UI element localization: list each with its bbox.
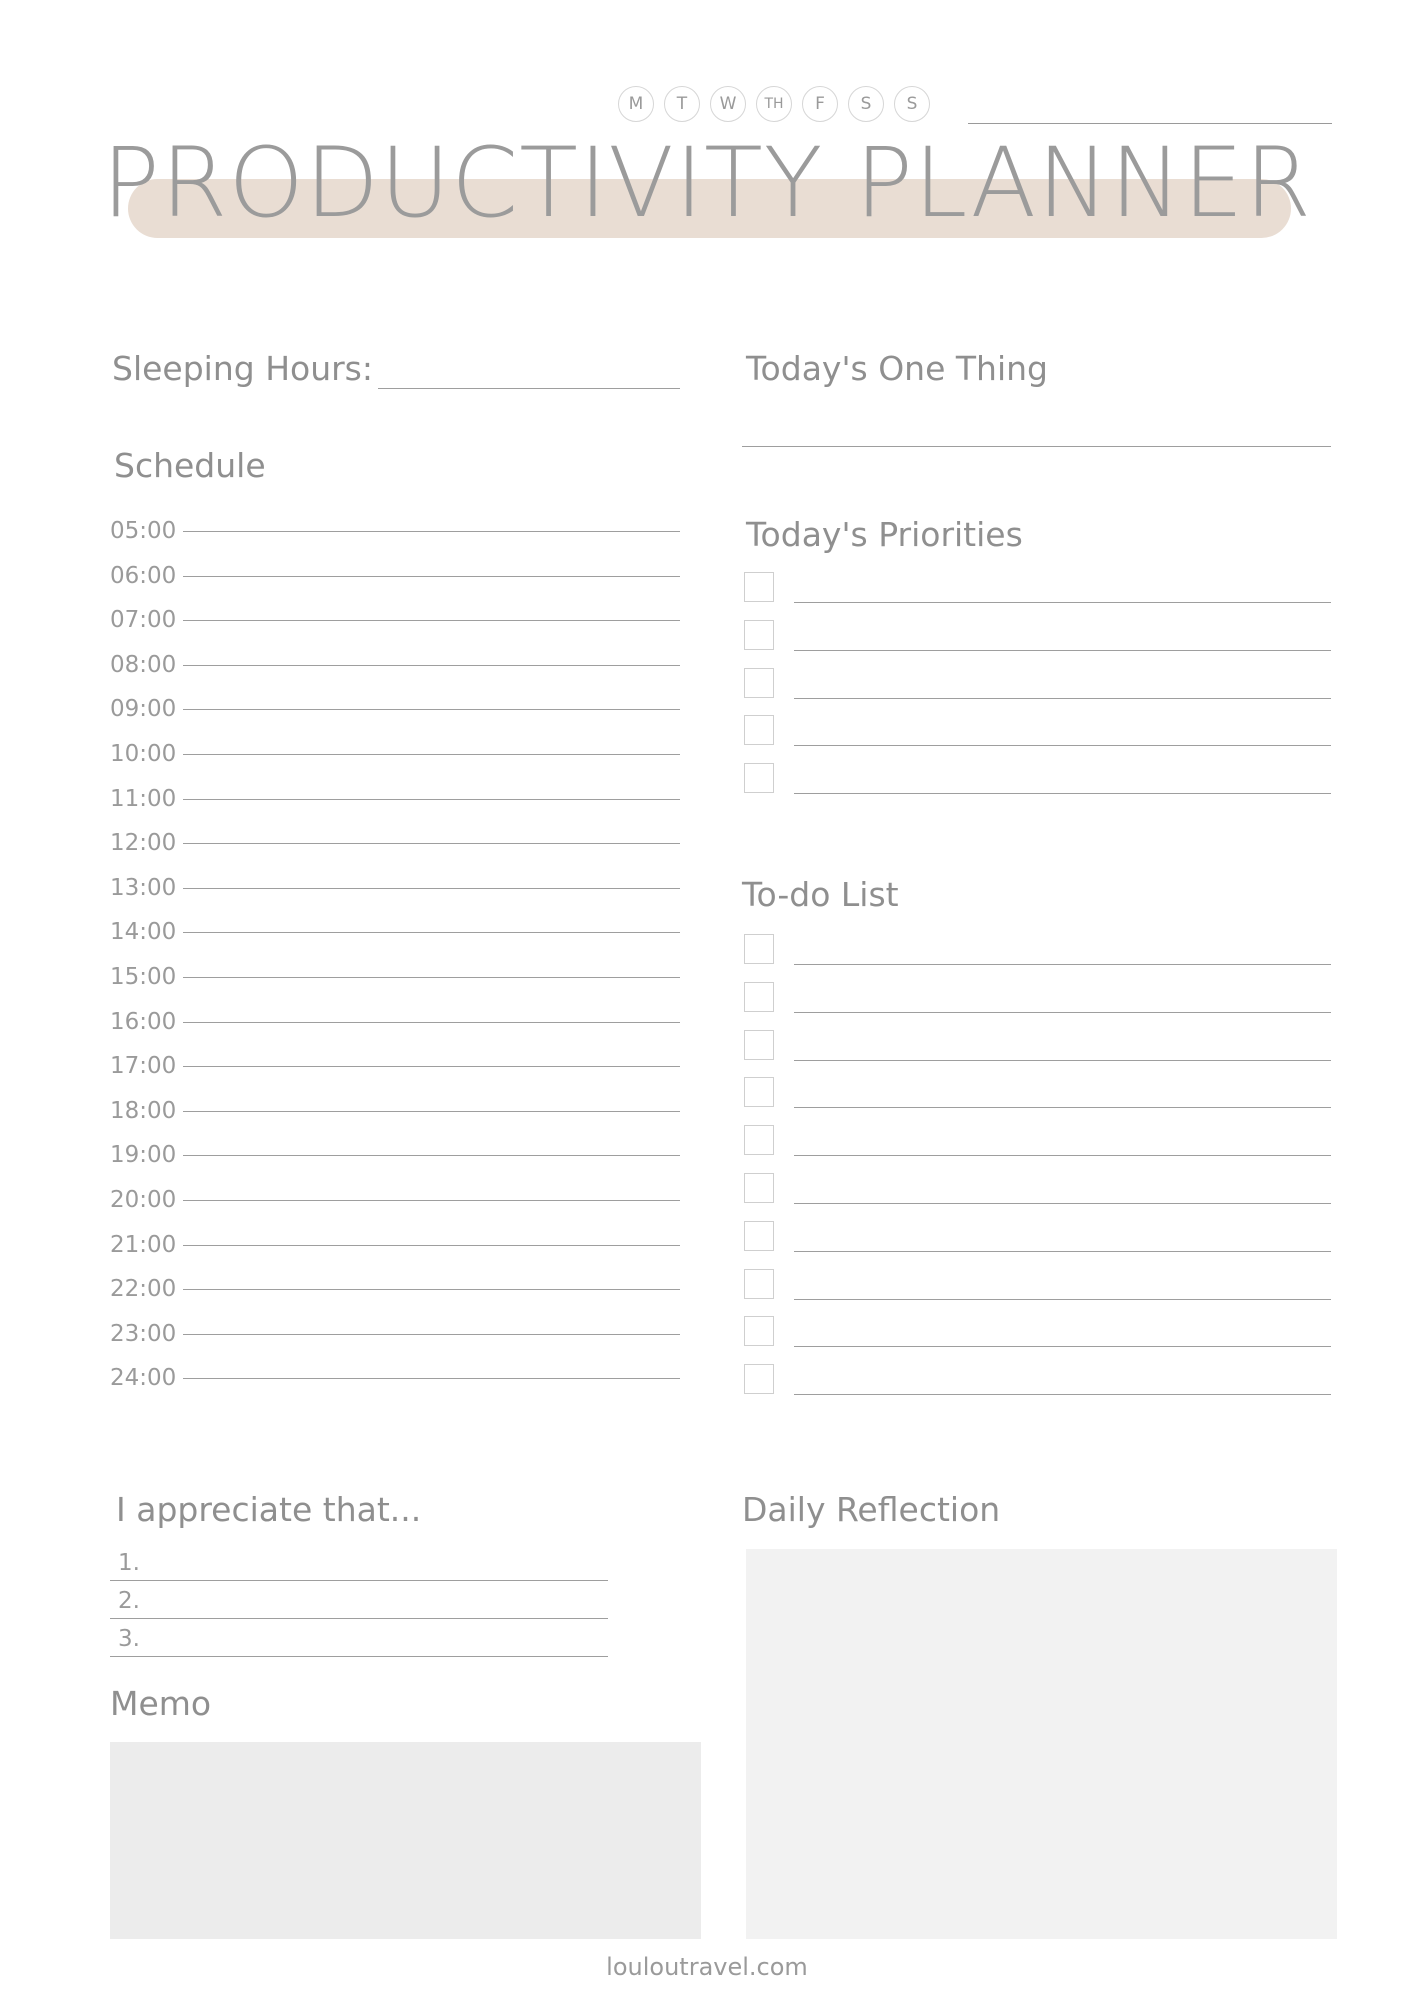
- priority-checkbox[interactable]: [744, 668, 774, 698]
- todo-line[interactable]: [794, 1251, 1331, 1252]
- schedule-row: [110, 1183, 680, 1228]
- schedule-line[interactable]: [183, 1155, 680, 1156]
- schedule-row: [110, 1272, 680, 1317]
- schedule-row: [110, 1317, 680, 1362]
- todo-item: [744, 934, 1331, 982]
- one-thing-heading: Today's One Thing: [746, 349, 1048, 388]
- priority-line[interactable]: [794, 745, 1331, 746]
- day-circle[interactable]: TH: [756, 86, 792, 122]
- schedule-line[interactable]: [183, 888, 680, 889]
- schedule-row: [110, 915, 680, 960]
- schedule-time: 08:00: [110, 651, 177, 678]
- todo-item: [744, 1316, 1331, 1364]
- schedule-row: [110, 871, 680, 916]
- schedule-line[interactable]: [183, 1378, 680, 1379]
- schedule-time: 13:00: [110, 874, 177, 901]
- schedule-line[interactable]: [183, 665, 680, 666]
- schedule-line[interactable]: [183, 1334, 680, 1335]
- todo-item: [744, 1125, 1331, 1173]
- schedule-time: 06:00: [110, 562, 177, 589]
- memo-box[interactable]: [110, 1742, 701, 1939]
- schedule-row: [110, 782, 680, 827]
- todo-item: [744, 1221, 1331, 1269]
- appreciate-heading: I appreciate that...: [116, 1490, 422, 1529]
- schedule-row: [110, 692, 680, 737]
- todo-item: [744, 1077, 1331, 1125]
- todo-checkbox[interactable]: [744, 982, 774, 1012]
- priorities-heading: Today's Priorities: [746, 515, 1023, 554]
- schedule-line[interactable]: [183, 576, 680, 577]
- day-circle[interactable]: S: [848, 86, 884, 122]
- schedule-time: 11:00: [110, 785, 177, 812]
- todo-list: [744, 934, 1331, 1412]
- priority-item: [744, 668, 1331, 716]
- priorities-list: [744, 572, 1331, 811]
- schedule-row: [110, 603, 680, 648]
- todo-checkbox[interactable]: [744, 1221, 774, 1251]
- priority-item: [744, 572, 1331, 620]
- page-title: PRODUCTIVITY PLANNER: [101, 127, 1313, 239]
- schedule-line[interactable]: [183, 1200, 680, 1201]
- schedule-time: 14:00: [110, 919, 177, 946]
- priority-checkbox[interactable]: [744, 715, 774, 745]
- schedule-line[interactable]: [183, 932, 680, 933]
- priority-checkbox[interactable]: [744, 572, 774, 602]
- appreciate-item: [110, 1586, 608, 1624]
- schedule-line[interactable]: [183, 1289, 680, 1290]
- appreciate-number: 1.: [118, 1550, 140, 1576]
- day-circle[interactable]: M: [618, 86, 654, 122]
- schedule-time: 07:00: [110, 607, 177, 634]
- schedule-line[interactable]: [183, 977, 680, 978]
- todo-line[interactable]: [794, 1012, 1331, 1013]
- schedule-line[interactable]: [183, 620, 680, 621]
- schedule-row: [110, 648, 680, 693]
- schedule-line[interactable]: [183, 1066, 680, 1067]
- schedule-time: 22:00: [110, 1276, 177, 1303]
- appreciate-number: 2.: [118, 1588, 140, 1614]
- schedule-time: 09:00: [110, 696, 177, 723]
- schedule-row: [110, 960, 680, 1005]
- todo-line[interactable]: [794, 1299, 1331, 1300]
- schedule-row: [110, 514, 680, 559]
- schedule-line[interactable]: [183, 531, 680, 532]
- priority-item: [744, 763, 1331, 811]
- appreciate-item: [110, 1624, 608, 1662]
- schedule-row: [110, 1138, 680, 1183]
- schedule-line[interactable]: [183, 1245, 680, 1246]
- footer-website: louloutravel.com: [606, 1953, 808, 1981]
- schedule-time: 18:00: [110, 1097, 177, 1124]
- sleeping-hours-line[interactable]: [378, 388, 680, 389]
- todo-line[interactable]: [794, 1203, 1331, 1204]
- schedule-line[interactable]: [183, 754, 680, 755]
- sleeping-hours-label: Sleeping Hours:: [112, 349, 373, 388]
- appreciate-line[interactable]: [110, 1580, 608, 1581]
- schedule-line[interactable]: [183, 799, 680, 800]
- appreciate-item: [110, 1548, 608, 1586]
- schedule-time: 21:00: [110, 1231, 177, 1258]
- schedule-row: [110, 1094, 680, 1139]
- priority-line[interactable]: [794, 602, 1331, 603]
- priority-item: [744, 715, 1331, 763]
- priority-checkbox[interactable]: [744, 620, 774, 650]
- schedule-row: [110, 1361, 680, 1406]
- todo-item: [744, 982, 1331, 1030]
- schedule-row: [110, 1049, 680, 1094]
- schedule-row: [110, 1228, 680, 1273]
- todo-line[interactable]: [794, 1394, 1331, 1395]
- schedule-row: [110, 559, 680, 604]
- todo-item: [744, 1173, 1331, 1221]
- appreciate-line[interactable]: [110, 1618, 608, 1619]
- todo-heading: To-do List: [742, 875, 899, 914]
- day-circle[interactable]: T: [664, 86, 700, 122]
- schedule-line[interactable]: [183, 1111, 680, 1112]
- appreciate-list: [110, 1548, 608, 1662]
- schedule-heading: Schedule: [114, 446, 266, 485]
- schedule-row: [110, 1005, 680, 1050]
- appreciate-line[interactable]: [110, 1656, 608, 1657]
- priority-item: [744, 620, 1331, 668]
- schedule-time: 16:00: [110, 1008, 177, 1035]
- schedule-time: 12:00: [110, 830, 177, 857]
- todo-checkbox[interactable]: [744, 1173, 774, 1203]
- priority-line[interactable]: [794, 698, 1331, 699]
- schedule-time: 17:00: [110, 1053, 177, 1080]
- reflection-box[interactable]: [746, 1549, 1337, 1939]
- day-selector: [618, 86, 930, 122]
- todo-checkbox[interactable]: [744, 1364, 774, 1394]
- schedule-time: 05:00: [110, 518, 177, 544]
- priority-line[interactable]: [794, 650, 1331, 651]
- day-circle[interactable]: W: [710, 86, 746, 122]
- schedule-time: 24:00: [110, 1365, 177, 1392]
- todo-checkbox[interactable]: [744, 1316, 774, 1346]
- schedule-line[interactable]: [183, 1022, 680, 1023]
- schedule-time: 20:00: [110, 1186, 177, 1213]
- day-circle[interactable]: F: [802, 86, 838, 122]
- todo-line[interactable]: [794, 1155, 1331, 1156]
- schedule-row: [110, 737, 680, 782]
- date-line[interactable]: [968, 123, 1332, 124]
- schedule-line[interactable]: [183, 843, 680, 844]
- todo-line[interactable]: [794, 1060, 1331, 1061]
- schedule-time: 10:00: [110, 740, 177, 767]
- schedule-line[interactable]: [183, 709, 680, 710]
- priority-line[interactable]: [794, 793, 1331, 794]
- todo-checkbox[interactable]: [744, 1077, 774, 1107]
- todo-line[interactable]: [794, 1346, 1331, 1347]
- appreciate-number: 3.: [118, 1626, 140, 1652]
- reflection-heading: Daily Reflection: [742, 1490, 1001, 1529]
- todo-checkbox[interactable]: [744, 1030, 774, 1060]
- day-circle[interactable]: S: [894, 86, 930, 122]
- priority-checkbox[interactable]: [744, 763, 774, 793]
- schedule-time: 15:00: [110, 963, 177, 990]
- schedule-time: 23:00: [110, 1320, 177, 1347]
- schedule-time: 19:00: [110, 1142, 177, 1169]
- todo-line[interactable]: [794, 964, 1331, 965]
- todo-checkbox[interactable]: [744, 934, 774, 964]
- schedule-row: [110, 826, 680, 871]
- one-thing-line[interactable]: [742, 446, 1331, 447]
- memo-heading: Memo: [110, 1684, 212, 1723]
- todo-item: [744, 1364, 1331, 1412]
- todo-checkbox[interactable]: [744, 1125, 774, 1155]
- todo-item: [744, 1269, 1331, 1317]
- todo-line[interactable]: [794, 1107, 1331, 1108]
- schedule-list: [110, 514, 680, 1406]
- todo-checkbox[interactable]: [744, 1269, 774, 1299]
- todo-item: [744, 1030, 1331, 1078]
